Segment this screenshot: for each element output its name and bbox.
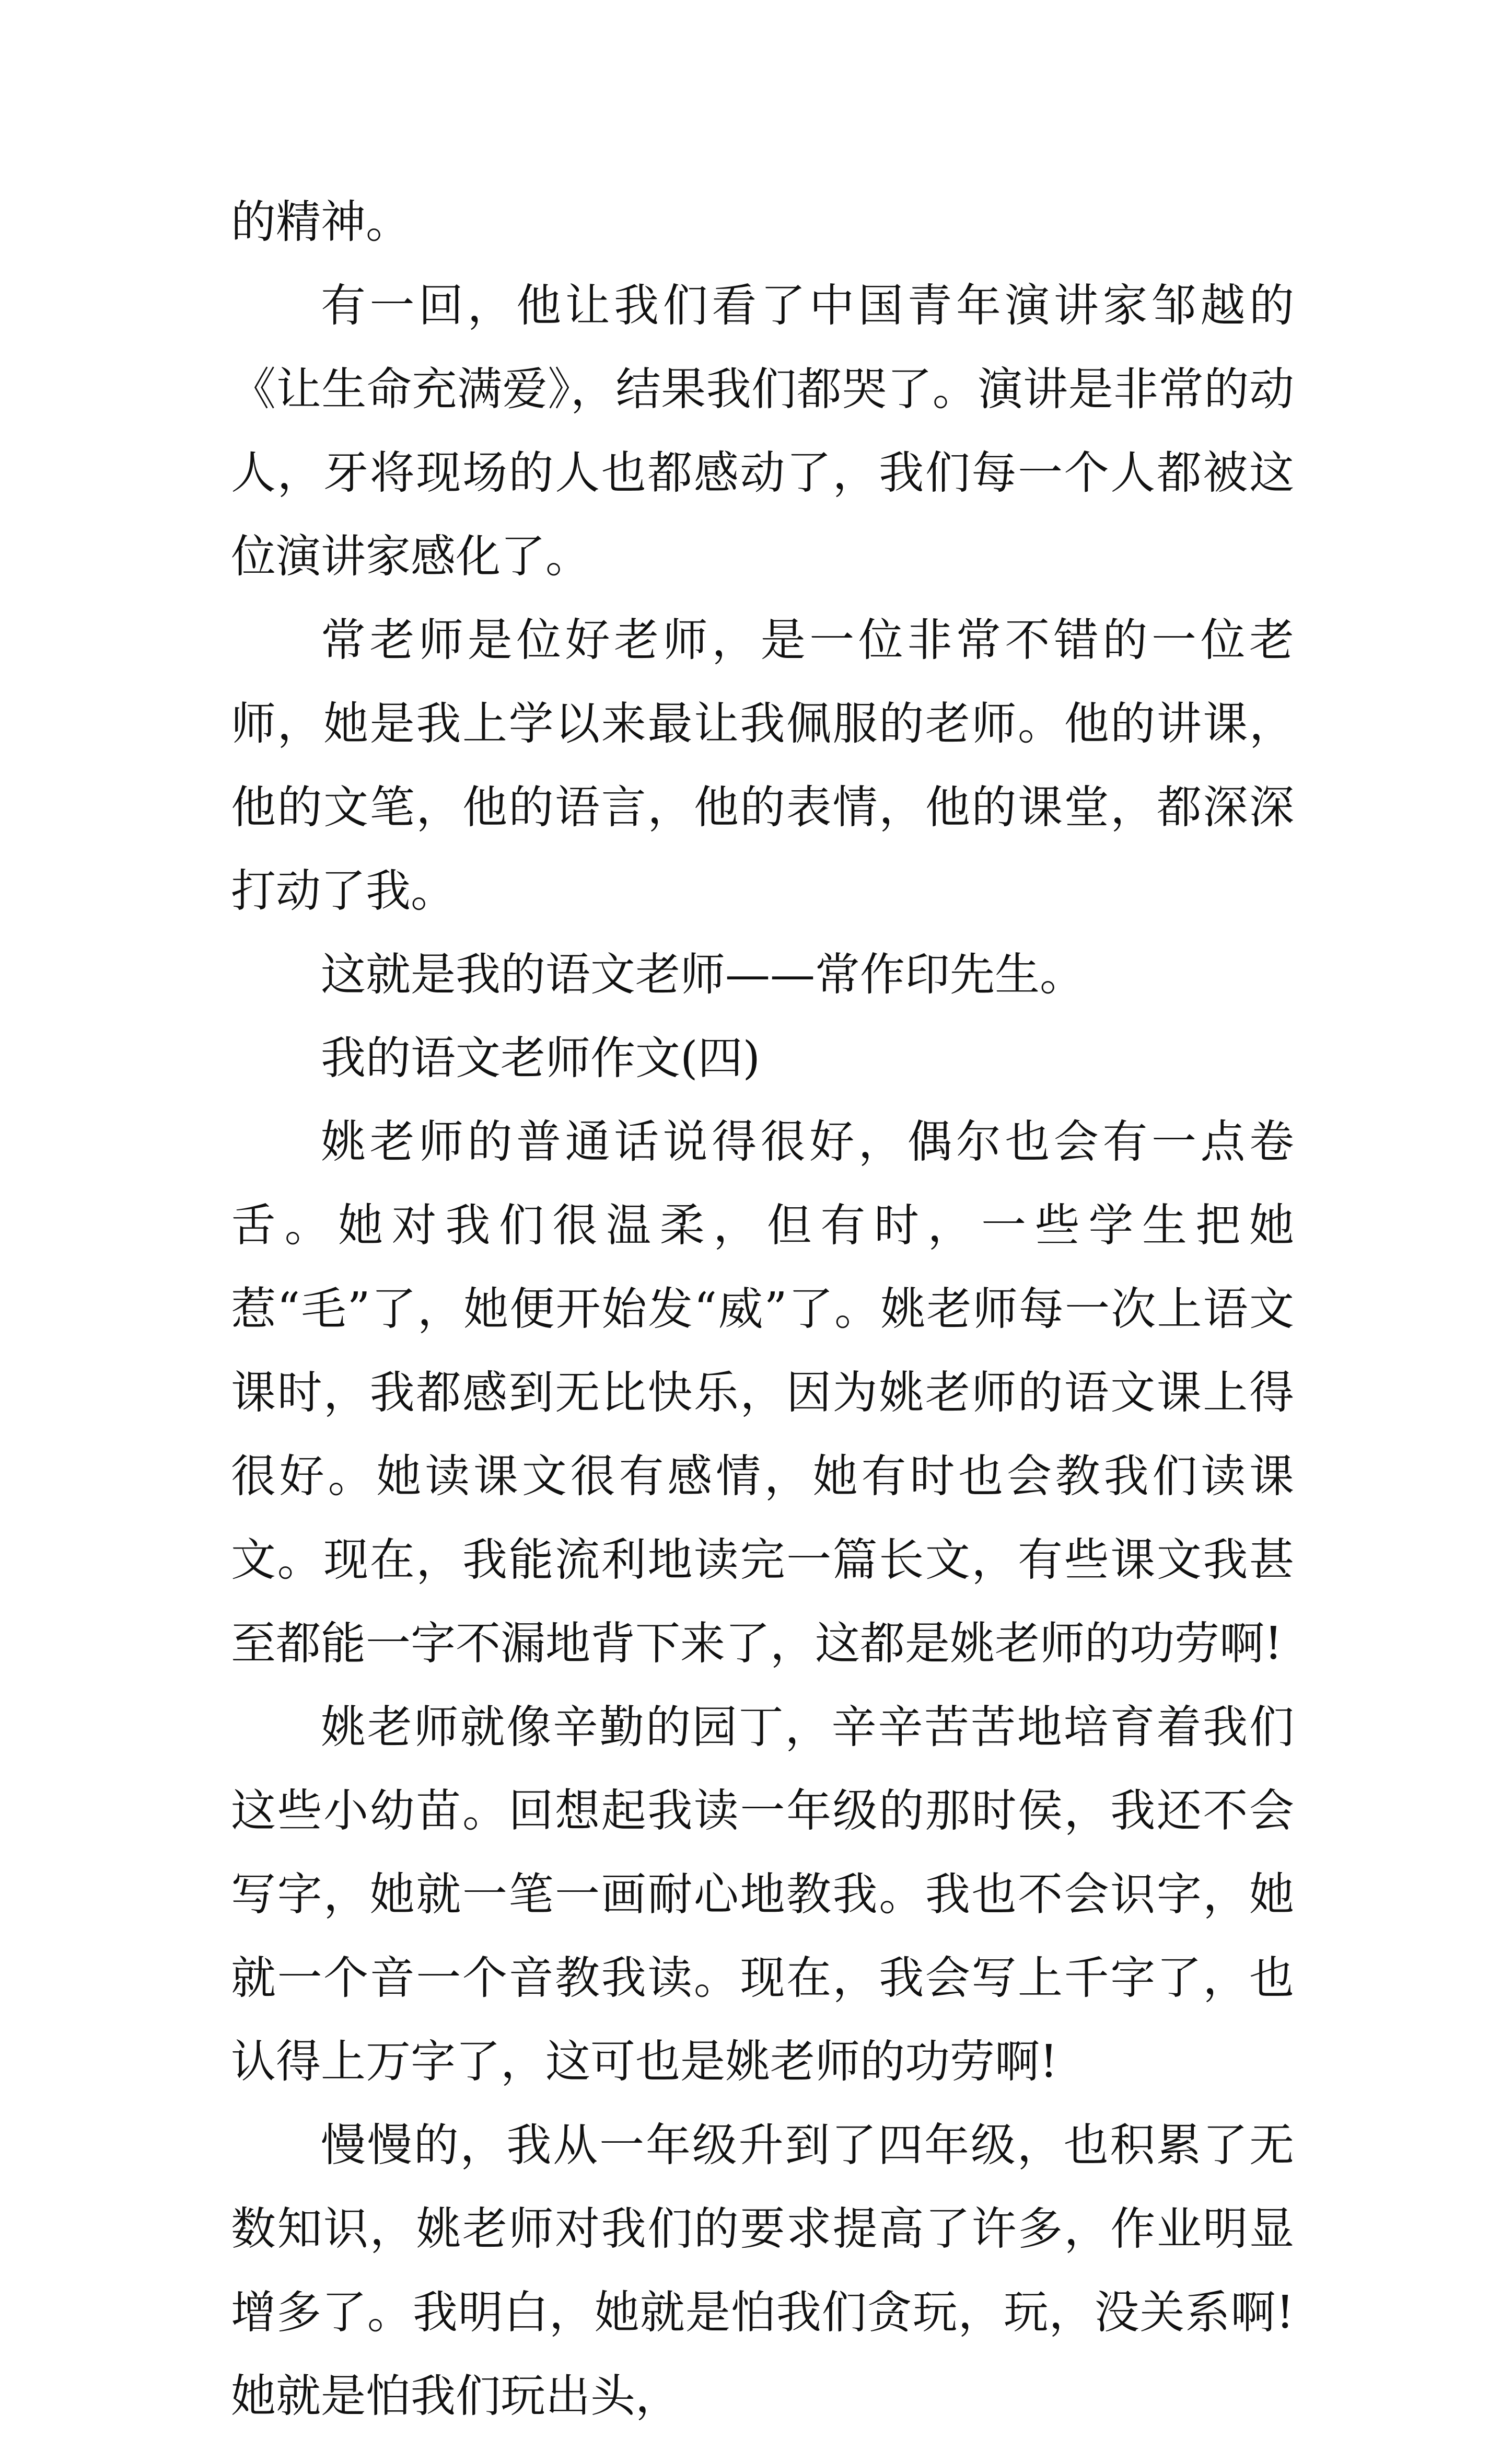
paragraph-8: 慢慢的，我从一年级升到了四年级，也积累了无数知识，姚老师对我们的要求提高了许多，作业明显增多了。我明白，她就是怕我们贪玩，玩，没关系啊!她就是怕我们玩出头，: [231, 2119, 1294, 2422]
paragraph-4: 这就是我的语文老师——常作印先生。: [321, 949, 1085, 1001]
section-heading: 我的语文老师作文(四): [321, 1032, 761, 1084]
document-body: [231, 180, 1294, 2438]
paragraph-2: 有一回，他让我们看了中国青年演讲家邹越的《让生命充满爱》，结果我们都哭了。演讲是非常的动人，牙将现场的人也都感动了，我们每一个人都被这位演讲家感化了。: [231, 280, 1294, 583]
paragraph-6: 姚老师的普通话说得很好，偶尔也会有一点卷舌。她对我们很温柔，但有时，一些学生把她惹“毛”了，她便开始发“威”了。姚老师每一次上语文课时，我都感到无比快乐，因为姚老师的语文课上得很好。她读课文很有感情，她有时也会教我们读课文。现在，我能流利地读完一篇长文，有些课文我甚至都能一字不漏地背下来了，这都是姚老师的功劳啊!: [231, 1116, 1294, 1670]
paragraph-3: 常老师是位好老师，是一位非常不错的一位老师，她是我上学以来最让我佩服的老师。他的讲课，他的文笔，他的语言，他的表情，他的课堂，都深深打动了我。: [231, 614, 1294, 917]
paragraph-7: 姚老师就像辛勤的园丁，辛辛苦苦地培育着我们这些小幼苗。回想起我读一年级的那时侯，我还不会写字，她就一笔一画耐心地教我。我也不会识字，她就一个音一个音教我读。现在，我会写上千字了，也认得上万字了，这可也是姚老师的功劳啊!: [231, 1701, 1294, 2088]
paragraph-1: 的精神。: [231, 196, 411, 248]
